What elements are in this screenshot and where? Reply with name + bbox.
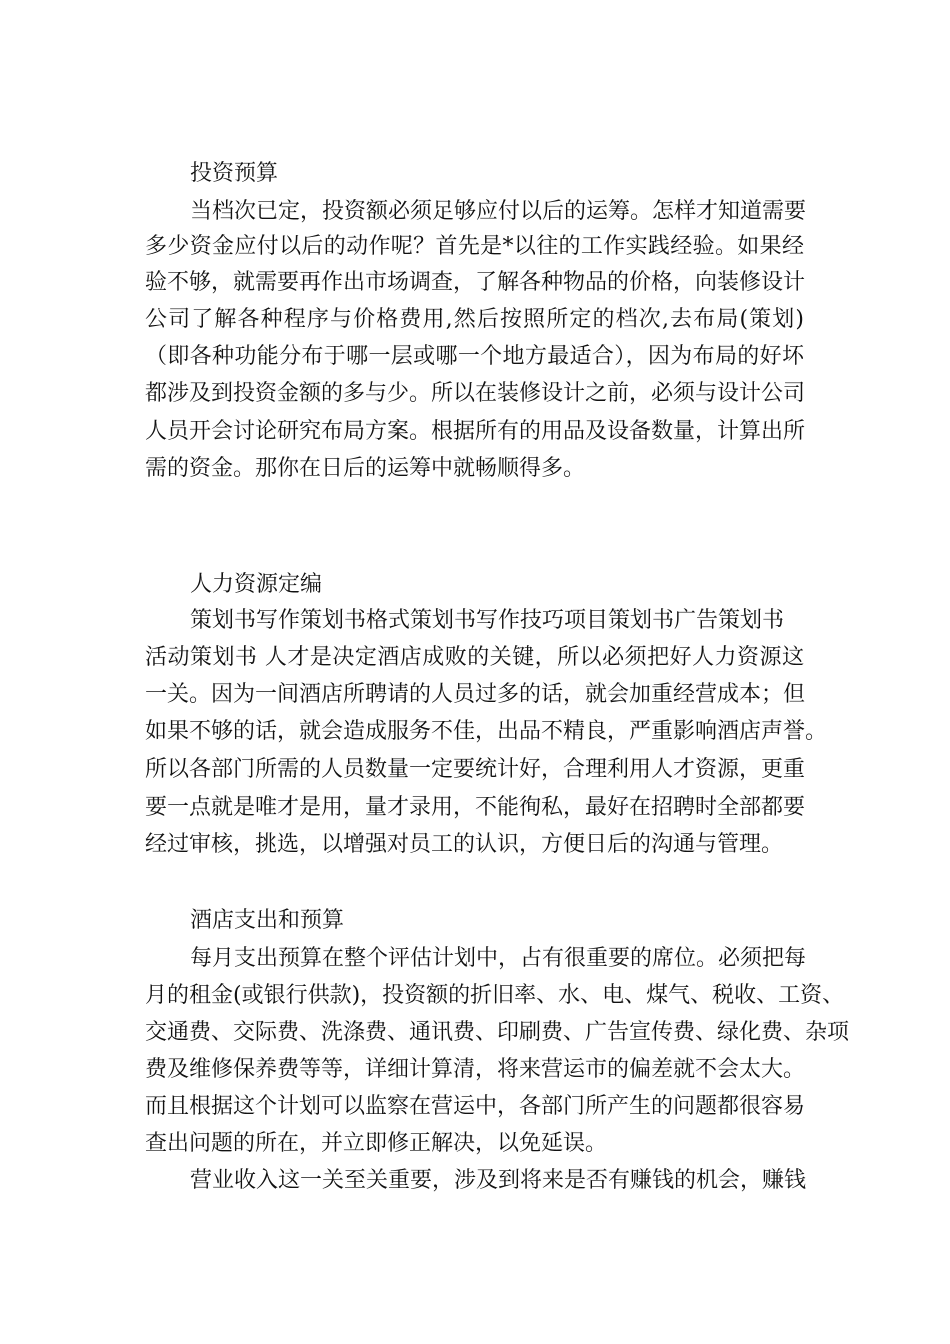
paragraph-line: 人员开会讨论研究布局方案。根据所有的用品及设备数量，计算出所 — [145, 419, 806, 444]
paragraph-line: 经过审核，挑选，以增强对员工的认识，方便日后的沟通与管理。 — [145, 832, 784, 857]
section-heading: 酒店支出和预算 — [190, 908, 345, 933]
paragraph-line: 月的租金(或银行供款)，投资额的折旧率、水、电、煤气、税收、工资、 — [145, 983, 845, 1008]
paragraph-line: 策划书写作策划书格式策划书写作技巧项目策划书广告策划书 — [190, 608, 785, 633]
section-heading: 投资预算 — [190, 161, 279, 186]
paragraph-line: 公司了解各种程序与价格费用,然后按照所定的档次,去布局(策划) — [145, 307, 804, 332]
paragraph-line: 活动策划书 人才是决定酒店成败的关键，所以必须把好人力资源这 — [145, 645, 804, 670]
paragraph-line: 所以各部门所需的人员数量一定要统计好，合理利用人才资源，更重 — [145, 757, 806, 782]
paragraph-line: 当档次已定，投资额必须足够应付以后的运筹。怎样才知道需要 — [190, 199, 807, 224]
paragraph-line: 一关。因为一间酒店所聘请的人员过多的话，就会加重经营成本；但 — [145, 682, 806, 707]
paragraph-line: 要一点就是唯才是用，量才录用，不能徇私，最好在招聘时全部都要 — [145, 795, 806, 820]
paragraph-line: 都涉及到投资金额的多与少。所以在装修设计之前，必须与设计公司 — [145, 381, 806, 406]
paragraph-line: 交通费、交际费、洗涤费、通讯费、印刷费、广告宣传费、绿化费、杂项 — [145, 1020, 850, 1045]
paragraph-line: 费及维修保养费等等，详细计算清，将来营运市的偏差就不会太大。 — [145, 1057, 806, 1082]
section-heading: 人力资源定编 — [190, 572, 323, 597]
paragraph-line: 验不够，就需要再作出市场调查，了解各种物品的价格，向装修设计 — [145, 270, 806, 295]
paragraph-line: 需的资金。那你在日后的运筹中就畅顺得多。 — [145, 456, 586, 481]
paragraph-line: 查出问题的所在，并立即修正解决，以免延误。 — [145, 1131, 608, 1156]
paragraph-line: 如果不够的话，就会造成服务不佳，出品不精良，严重影响酒店声誉。 — [145, 719, 828, 744]
paragraph-line: 多少资金应付以后的动作呢？首先是*以往的工作实践经验。如果经 — [145, 234, 804, 259]
paragraph-line: （即各种功能分布于哪一层或哪一个地方最适合），因为布局的好坏 — [145, 344, 804, 369]
paragraph-line: 每月支出预算在整个评估计划中，占有很重要的席位。必须把每 — [190, 946, 807, 971]
paragraph-line: 营业收入这一关至关重要，涉及到将来是否有赚钱的机会，赚钱 — [190, 1168, 807, 1193]
paragraph-line: 而且根据这个计划可以监察在营运中，各部门所产生的问题都很容易 — [145, 1094, 806, 1119]
